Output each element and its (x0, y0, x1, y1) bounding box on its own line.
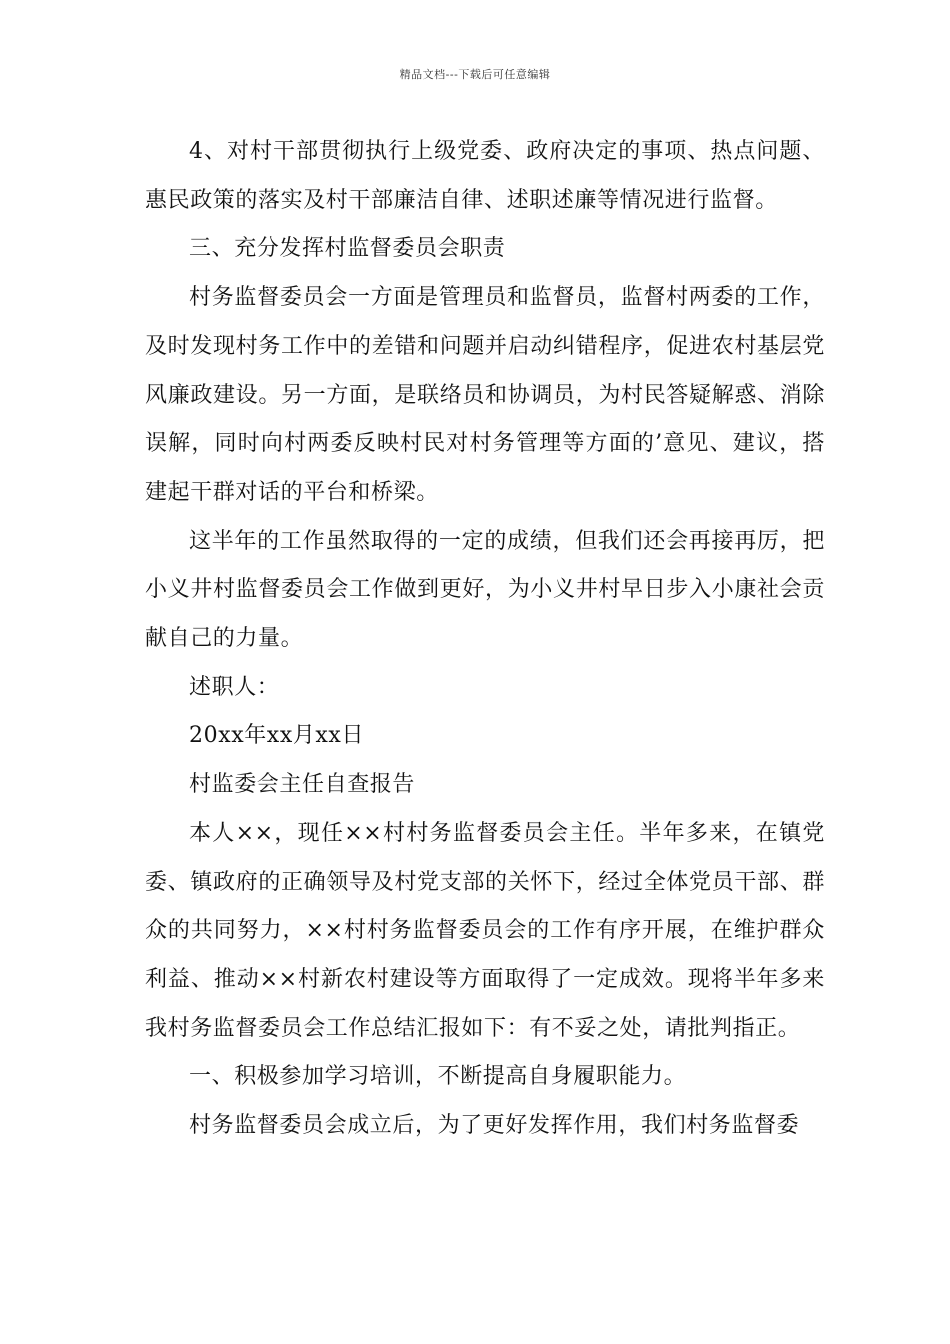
document-body (145, 128, 825, 1151)
reporter-label: 述职人： (189, 674, 280, 700)
section-heading-3: 三、充分发挥村监督委员会职责 (189, 236, 506, 262)
paragraph-training: 村务监督委员会成立后，为了更好发挥作用，我们村务监督委 (189, 1113, 800, 1139)
page-header: 精品文档---下载后可任意编辑 (399, 68, 551, 81)
paragraph-introduction: 本人××，现任××村村务监督委员会主任。半年多来，在镇党委、镇政府的正确领导及村党支部的关怀下，经过全体党员干部、群众的共同努力，××村村务监督委员会的工作有序开展，在维护群众利益、推动××村新农村建设等方面取得了一定成效。现将半年多来我村务监督委员会工作总结汇报如下：有不妥之处，请批判指正。 (145, 820, 825, 1041)
paragraph-supervision-item-4: 4、对村干部贯彻执行上级党委、政府决定的事项、热点问题、惠民政策的落实及村干部廉洁自律、述职述廉等情况进行监督。 (145, 139, 825, 213)
paragraph-half-year-summary: 这半年的工作虽然取得的一定的成绩，但我们还会再接再厉，把小义井村监督委员会工作做到更好，为小义井村早日步入小康社会贡献自己的力量。 (145, 528, 825, 652)
report-date: 20xx年xx月xx日 (189, 723, 365, 749)
section-heading-1: 一、积极参加学习培训，不断提高自身履职能力。 (189, 1064, 687, 1090)
paragraph-committee-role: 村务监督委员会一方面是管理员和监督员，监督村两委的工作，及时发现村务工作中的差错和问题并启动纠错程序，促进农村基层党风廉政建设。另一方面，是联络员和协调员，为村民答疑解惑、消除误解，同时向村两委反映村民对村务管理等方面的’意见、建议，搭建起干群对话的平台和桥梁。 (145, 285, 825, 505)
report-title: 村监委会主任自查报告 (189, 772, 416, 798)
